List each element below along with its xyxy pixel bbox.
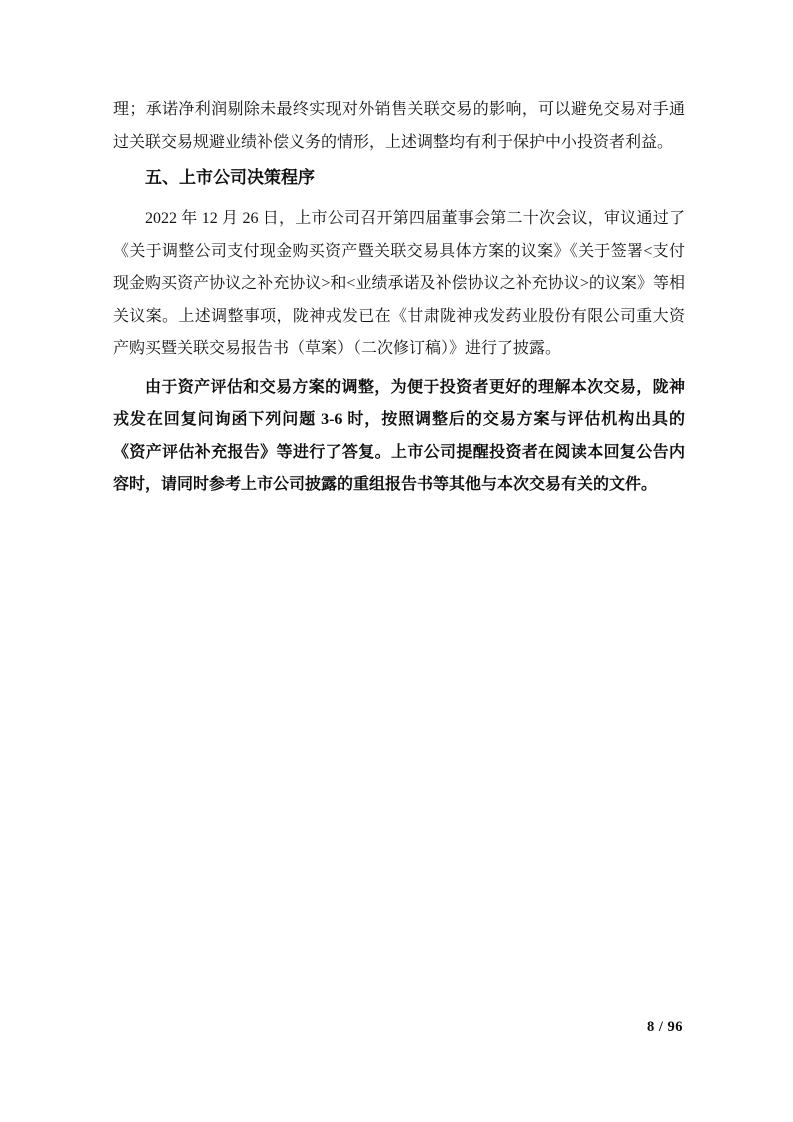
page-content (113, 94, 685, 502)
paragraph-investor-notice: 由于资产评估和交易方案的调整，为便于投资者更好的理解本次交易，陇神戎发在回复问询函下列问题 3-6 时，按照调整后的交易方案与评估机构出具的《资产评估补充报告》等进行了答复。上市公司提醒投资者在阅读本回复公告内容时，请同时参考上市公司披露的重组报告书等其他与本次交易有关的文件。 (113, 378, 685, 493)
page-number: 8 / 96 (646, 1019, 683, 1035)
section-heading: 五、上市公司决策程序 (145, 168, 315, 187)
paragraph-continuation: 理；承诺净利润剔除未最终实现对外销售关联交易的影响，可以避免交易对手通过关联交易规避业绩补偿义务的情形，上述调整均有利于保护中小投资者利益。 (113, 101, 685, 151)
paragraph-board-decision: 2022 年 12 月 26 日，上市公司召开第四届董事会第二十次会议，审议通过了《关于调整公司支付现金购买资产暨关联交易具体方案的议案》《关于签署<支付现金购买资产协议之补充协议>和<业绩承诺及补偿协议之补充协议>的议案》等相关议案。上述调整事项，陇神戎发已在《甘肃陇神戎发药业股份有限公司重大资产购买暨关联交易报告书（草案）（二次修订稿）》进行了披露。 (113, 210, 685, 357)
page-footer (113, 1018, 683, 1037)
